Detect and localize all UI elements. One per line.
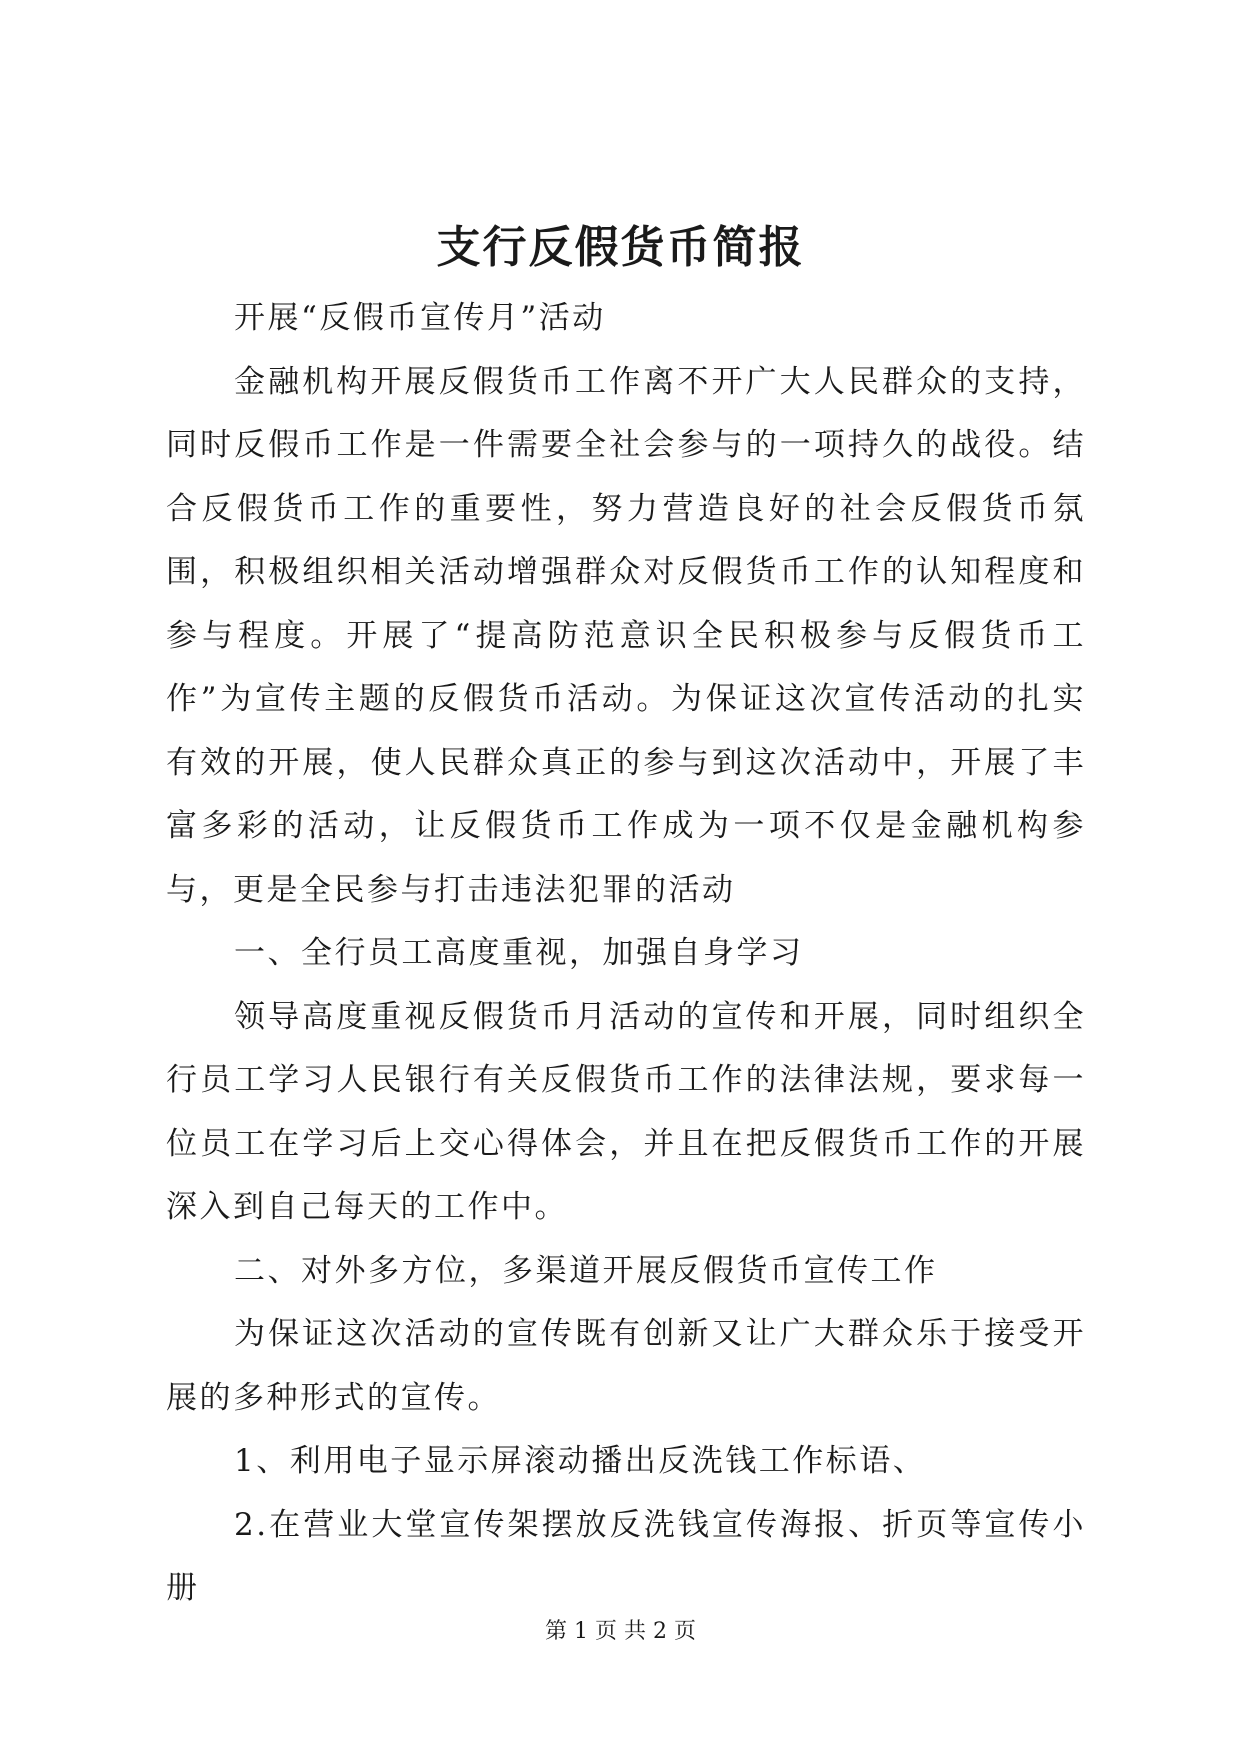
section-heading: 开展“反假币宣传月”活动 bbox=[234, 300, 606, 336]
section-heading: 一、全行员工高度重视，加强自身学习 bbox=[234, 935, 804, 971]
section-heading: 二、对外多方位，多渠道开展反假货币宣传工作 bbox=[234, 1252, 938, 1289]
body-paragraph: 金融机构开展反假货币工作离不开广大人民群众的支持，同时反假币工作是一件需要全社会参与的一项持久的战役。结合反假货币工作的重要性，努力营造良好的社会反假货币氛围，积极组织相关活动增强群众对反假货币工作的认知程度和参与程度。开展了“提高防范意识全民积极参与反假货币工作”为宣传主题的反假货币活动。为保证这次宣传活动的扎实有效的开展，使人民群众真正的参与到这次活动中，开展了丰富多彩的活动，让反假货币工作成为一项不仅是金融机构参与，更是全民参与打击违法犯罪的活动 bbox=[166, 363, 1086, 908]
body-paragraph: 领导高度重视反假货币月活动的宣传和开展，同时组织全行员工学习人民银行有关反假货币工作的法律法规，要求每一位员工在学习后上交心得体会，并且在把反假货币工作的开展深入到自己每天的工作中。 bbox=[166, 998, 1086, 1225]
list-item: 2.在营业大堂宣传架摆放反洗钱宣传海报、折页等宣传小册 bbox=[166, 1506, 1086, 1606]
body-paragraph: 为保证这次活动的宣传既有创新又让广大群众乐于接受开展的多种形式的宣传。 bbox=[166, 1316, 1086, 1416]
document-body bbox=[166, 287, 1086, 1621]
list-item: 1、利用电子显示屏滚动播出反洗钱工作标语、 bbox=[234, 1443, 927, 1479]
document-title: 支行反假货币简报 bbox=[436, 222, 805, 273]
page-number-footer: 第 1 页 共 2 页 bbox=[545, 1619, 696, 1644]
